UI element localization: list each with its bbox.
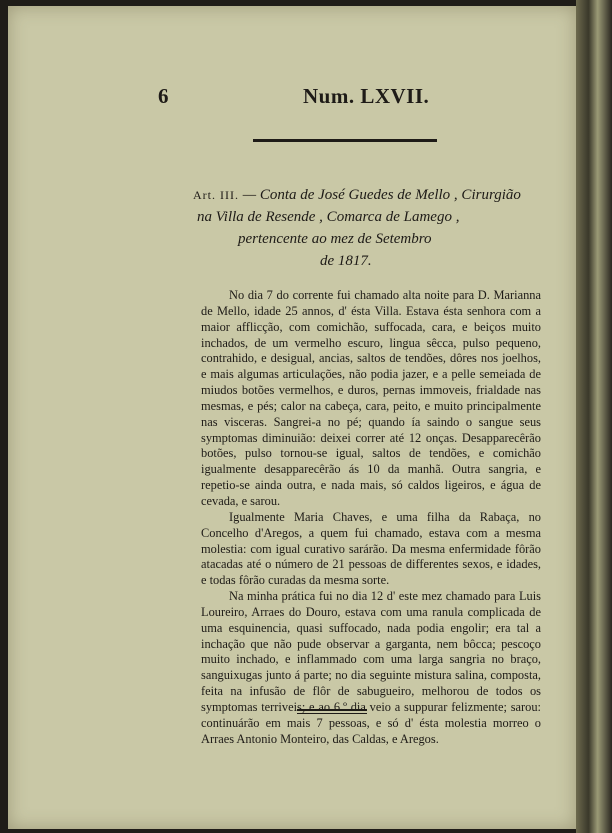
end-divider: [297, 709, 367, 714]
article-number: Art. III.: [193, 188, 239, 202]
article-heading: [193, 184, 553, 272]
page-number: 6: [158, 84, 169, 108]
running-title: Num. LXVII.: [303, 84, 430, 108]
paragraph: Na minha prática fui no dia 12 d' este mez chamado para Luis Loureiro, Arraes do Douro, estava com uma ranula complicada de uma esquinencia, quasi suffocado, nada podia engolir; era tal a inchação que não pude observar a garganta, nem bôcca; pescoço muito inchado, e inflammado com uma larga sangria no braço, sanguixugas junto á parte; no dia seguinte mistura salina, composta, feita na infusão de flôr de sabugueiro, melhorou de todos os symptomas terriveis; e ao 6.º dia veio a suppurar felizmente; sarou: continuárão em mais 7 pessoas, e só d' ésta molestia morreo o Arraes Antonio Monteiro, das Caldas, e Aregos.: [201, 589, 541, 746]
book-spine: [576, 0, 612, 833]
article-body: [201, 288, 541, 747]
title-line-2: na Villa de Resende , Comarca de Lamego ,: [197, 209, 460, 225]
title-line-4: de 1817.: [320, 253, 372, 269]
paragraph: Igualmente Maria Chaves, e uma filha da Rabaça, no Concelho d'Aregos, a quem fui chamado, estava com a mesma molestia: com igual curativo sarárão. Da mesma enfermidade fôrão atacadas até o número de 21 pessoas de differentes sexos, e idades, e todas fôrão curadas da mesma sorte.: [201, 509, 541, 588]
header-divider: [253, 139, 437, 142]
document-page: [8, 6, 576, 829]
title-line-1: — Conta de José Guedes de Mello , Cirurgião: [242, 187, 521, 203]
paragraph: No dia 7 do corrente fui chamado alta noite para D. Marianna de Mello, idade 25 annos, d' ésta Villa. Estava ésta senhora com a maior afflicção, com comichão, suffocada, cara, e beiços muito inchados, de um vermelho escuro, lingua sêcca, pulso pequeno, contrahido, e desigual, ancias, saltos de tendões, dôres nos joelhos, e mais algumas articulações, não podia jazer, e a pelle semeiada de miudos botões vermelhos, e duros, pernas immoveis, frialdade nas mesmas, e pés; calor na cabeça, cara, peito, e muito principalmente nas visceras. Sangrei-a no pé; quando ía saindo o sangue seus symptomas diminuião: deixei correr até 12 onças. Desapparecêrão botões, pulso tornou-se igual, saltos de tendões, e comichão igualmente desapparecêrão ás 10 da manhã. Outra sangria, e repetio-se ainda outra, e nada mais, só caldos ligeiros, e água de cevada, e sarou.: [201, 288, 541, 508]
title-line-3: pertencente ao mez de Setembro: [238, 231, 432, 247]
